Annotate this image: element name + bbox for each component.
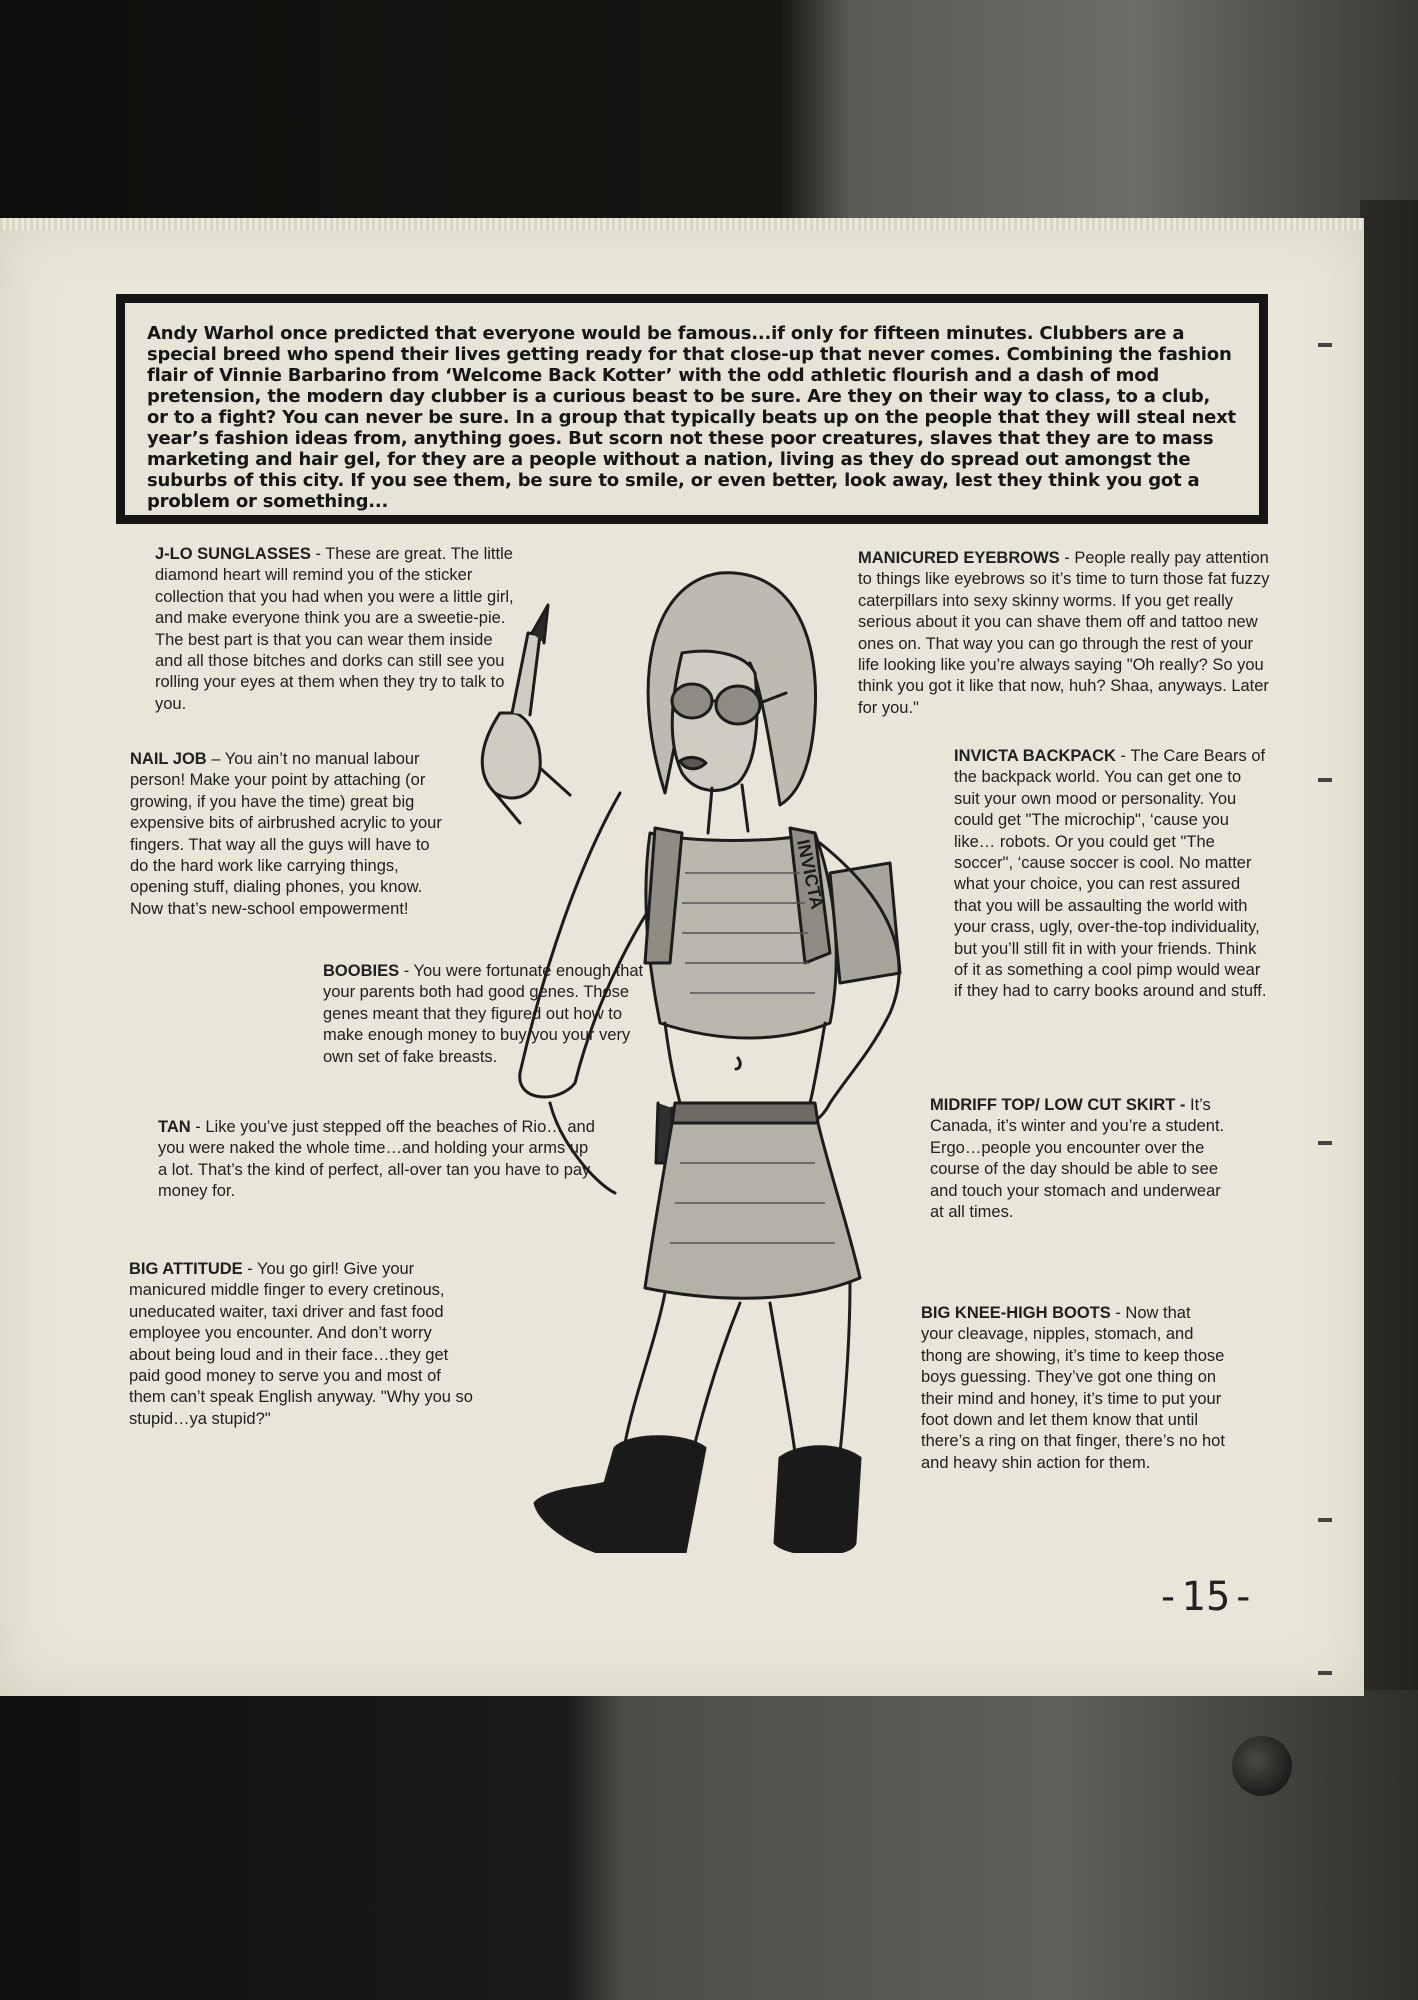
- caption-body: - You go girl! Give your manicured middle finger to every cretinous, uneducated waiter, taxi driver and fast food employee you encounter. And don’t worry about being loud and in their face…they get paid good money to serve you and most of them can’t speak English anyway. "Why you so stupid…ya stupid?": [129, 1260, 473, 1428]
- intro-box: [116, 294, 1268, 524]
- margin-mark: [1318, 343, 1332, 347]
- margin-mark: [1318, 778, 1332, 782]
- caption-heading: BIG KNEE-HIGH BOOTS: [921, 1304, 1111, 1322]
- margin-mark: [1318, 1141, 1332, 1145]
- page-torn-edge: [0, 218, 1364, 230]
- background-top: [0, 0, 1418, 220]
- caption-knee-high-boots: [921, 1303, 1226, 1474]
- margin-mark: [1318, 1671, 1332, 1675]
- caption-body: - The Care Bears of the backpack world. You can get one to suit your own mood or personality. You could get "The microchip", ‘cause you like… robots. Or you could get "The soccer", ‘cause soccer is cool. No matter what your choice, you can rest assured that you will be assaulting the world with your crass, ugly, over-the-top individuality, but you’ll still fit in with your friends. Think of it as something a cool pimp would wear if they had to carry books around and stuff.: [954, 747, 1267, 1001]
- caption-midriff-top: [930, 1095, 1230, 1223]
- backpack-lettering: INVICTA: [793, 837, 828, 911]
- caption-body: - These are great. The little diamond heart will remind you of the sticker collection that you had when you were a little girl, and make everyone think you are a sweetie-pie. The best part is that you can wear them inside and all those bitches and dorks can still see you rolling your eyes at them when they try to talk to you.: [155, 545, 514, 713]
- caption-heading: J-LO SUNGLASSES: [155, 545, 311, 563]
- caption-heading: TAN: [158, 1118, 191, 1136]
- background-right: [1360, 200, 1418, 1710]
- caption-heading: MIDRIFF TOP/ LOW CUT SKIRT -: [930, 1096, 1186, 1114]
- caption-heading: NAIL JOB: [130, 750, 207, 768]
- caption-heading: BIG ATTITUDE: [129, 1260, 243, 1278]
- margin-mark: [1318, 1518, 1332, 1522]
- caption-body: - People really pay attention to things like eyebrows so it’s time to turn those fat fuzzy caterpillars into sexy skinny worms. If you get really serious about it you can shave them off and tattoo new ones on. That way you can go through the rest of your life looking like you’re always saying "Oh really? So you think you got it like that now, huh? Shaa, anyways. Later for you.": [858, 549, 1270, 717]
- background-knob: [1232, 1736, 1292, 1796]
- caption-body: It’s Canada, it’s winter and you’re a student. Ergo…people you encounter over the course of the day should be able to see and touch your stomach and underwear at all times.: [930, 1096, 1225, 1222]
- page-number: -15-: [1156, 1574, 1257, 1620]
- caption-body: - Like you’ve just stepped off the beaches of Rio… and you were naked the whole time…and holding your arms up a lot. That’s the kind of perfect, all-over tan you have to pay money for.: [158, 1118, 595, 1201]
- caption-body: - You were fortunate enough that your parents both had good genes. Those genes meant that they figured out how to make enough money to buy you your very own set of fake breasts.: [323, 962, 644, 1066]
- caption-heading: BOOBIES: [323, 962, 400, 980]
- newspaper-page: [0, 218, 1364, 1696]
- intro-text: Andy Warhol once predicted that everyone would be famous...if only for fifteen minutes. Clubbers are a special breed who spend their lives getting ready for that close-up that never comes. Combining the fashion flair of Vinnie Barbarino from ‘Welcome Back Kotter’ with the odd athletic flourish and a dash of mod pretension, the modern day clubber is a curious beast to be sure. Are they on their way to class, to a club, or to a fight? You can never be sure. In a group that typically beats up on the people that they will steal next year’s fashion ideas from, anything goes. But scorn not these poor creatures, slaves that they are to mass marketing and hair gel, for they are a people without a nation, living as they do spread out amongst the suburbs of this city. If you see them, be sure to smile, or even better, look away, lest they think you got a problem or something...: [147, 323, 1236, 512]
- caption-heading: MANICURED EYEBROWS: [858, 549, 1060, 567]
- caption-invicta-backpack: [954, 746, 1270, 1003]
- caption-body: – You ain’t no manual labour person! Make your point by attaching (or growing, if you have the time) great big expensive bits of airbrushed acrylic to your fingers. That way all the guys will have to do the hard work like carrying things, opening stuff, dialing phones, you know. Now that’s new-school empowerment!: [130, 750, 442, 918]
- caption-heading: INVICTA BACKPACK: [954, 747, 1116, 765]
- clubber-illustration: [420, 543, 920, 1553]
- caption-body: - Now that your cleavage, nipples, stomach, and thong are showing, it’s time to keep those boys guessing. They’ve got one thing on their mind and honey, it’s time to put your foot down and let them know that until there’s a ring on that finger, there’s no hot and heavy shin action for them.: [921, 1304, 1225, 1472]
- caption-nail-job: [130, 749, 450, 920]
- background-bottom: [0, 1690, 1418, 2000]
